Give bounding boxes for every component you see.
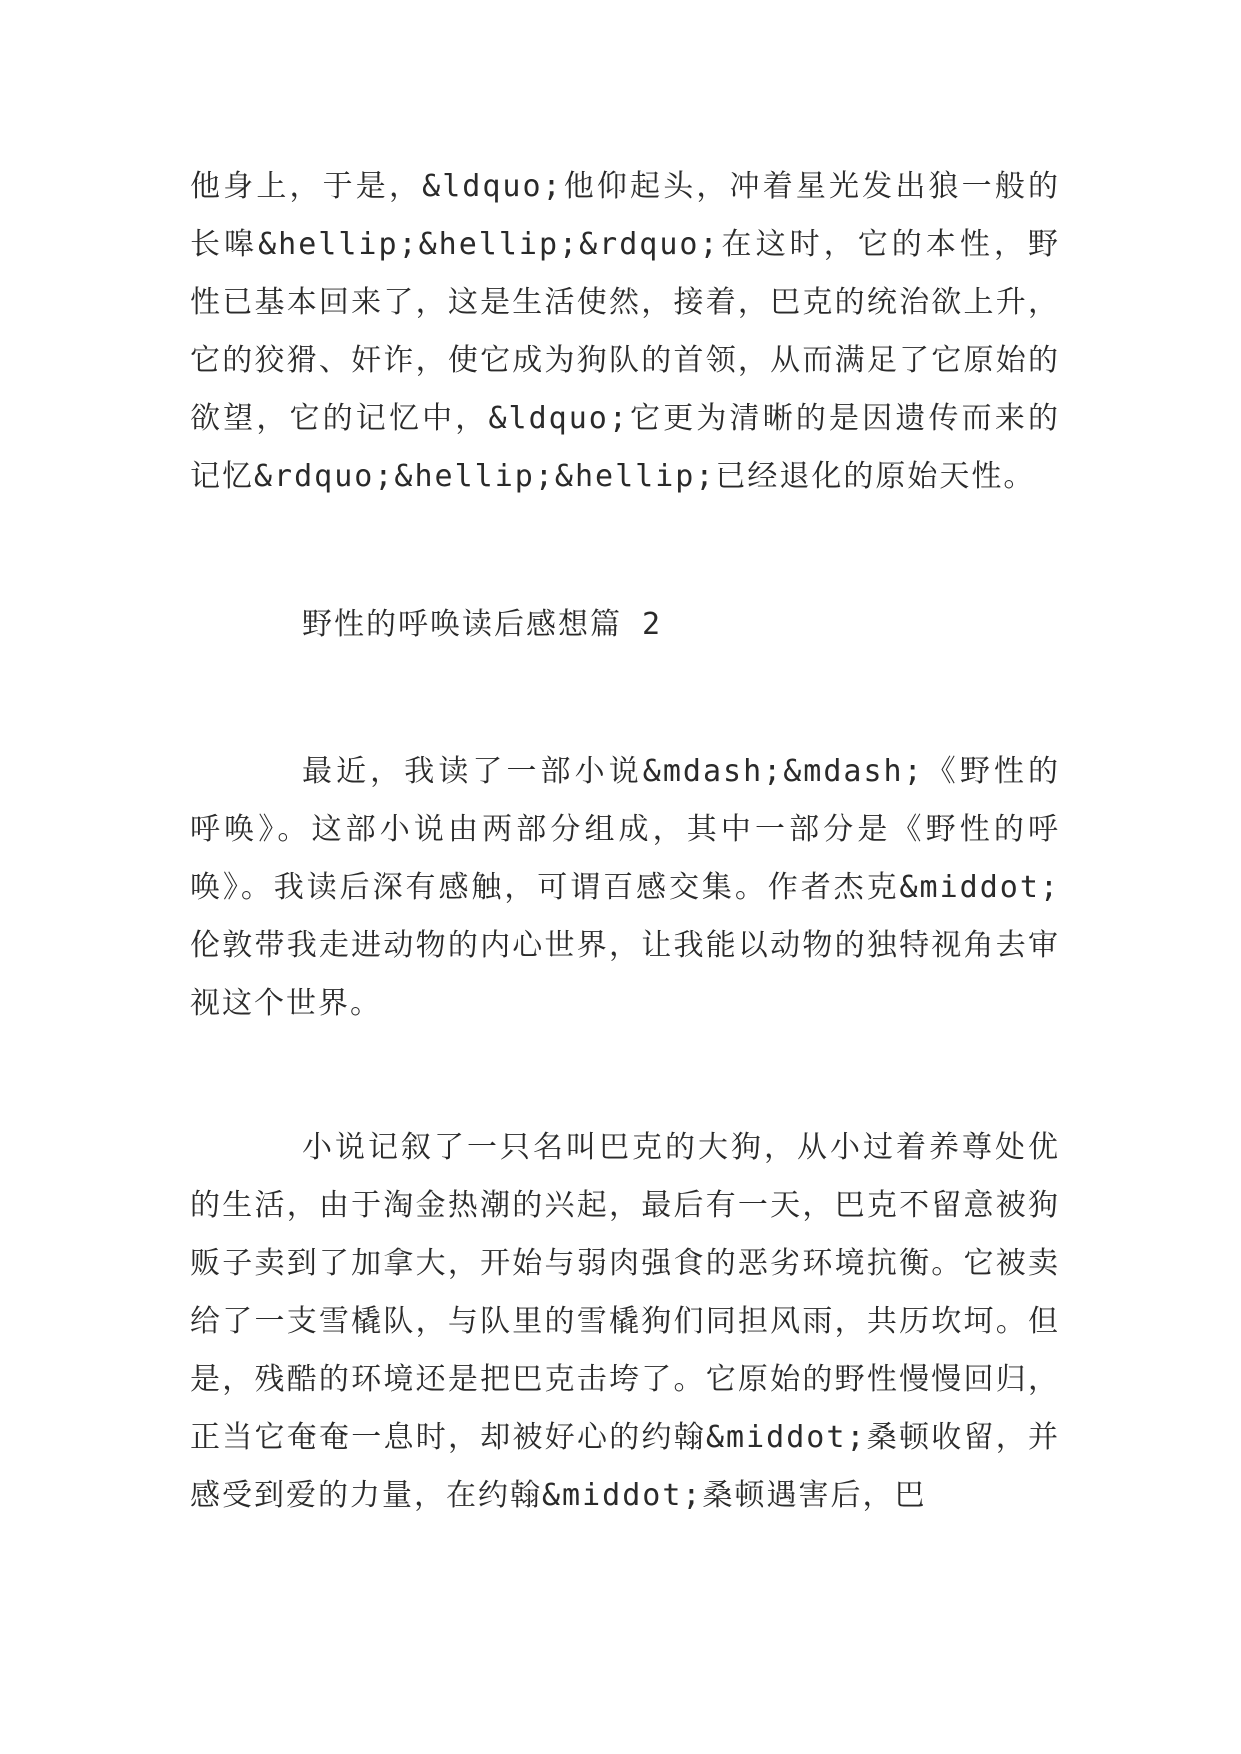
body-paragraph: 最近，我读了一部小说&mdash;&mdash;《野性的呼唤》。这部小说由两部分组成，其中一部分是《野性的呼唤》。我读后深有感触，可谓百感交集。作者杰克&middot;伦敦带我走进动物的内心世界，让我能以动物的独特视角去审视这个世界。 xyxy=(190,754,1060,1021)
body-paragraph: 小说记叙了一只名叫巴克的大狗，从小过着养尊处优的生活，由于淘金热潮的兴起，最后有一天，巴克不留意被狗贩子卖到了加拿大，开始与弱肉强食的恶劣环境抗衡。它被卖给了一支雪橇队，与队里的雪橇狗们同担风雨，共历坎坷。但是，残酷的环境还是把巴克击垮了。它原始的野性慢慢回归，正当它奄奄一息时，却被好心的约翰&middot;桑顿收留，并感受到爱的力量，在约翰&middot;桑顿遇害后，巴 xyxy=(190,1130,1060,1513)
section-heading: 野性的呼唤读后感想篇 2 xyxy=(302,607,663,642)
body-paragraph: 他身上，于是，&ldquo;他仰起头，冲着星光发出狼一般的长嗥&hellip;&hellip;&rdquo;在这时，它的本性，野性已基本回来了，这是生活使然，接着，巴克的统治欲上升，它的狡猾、奸诈，使它成为狗队的首领，从而满足了它原始的欲望，它的记忆中，&ldquo;它更为清晰的是因遗传而来的记忆&rdquo;&hellip;&hellip;已经退化的原始天性。 xyxy=(190,169,1060,494)
